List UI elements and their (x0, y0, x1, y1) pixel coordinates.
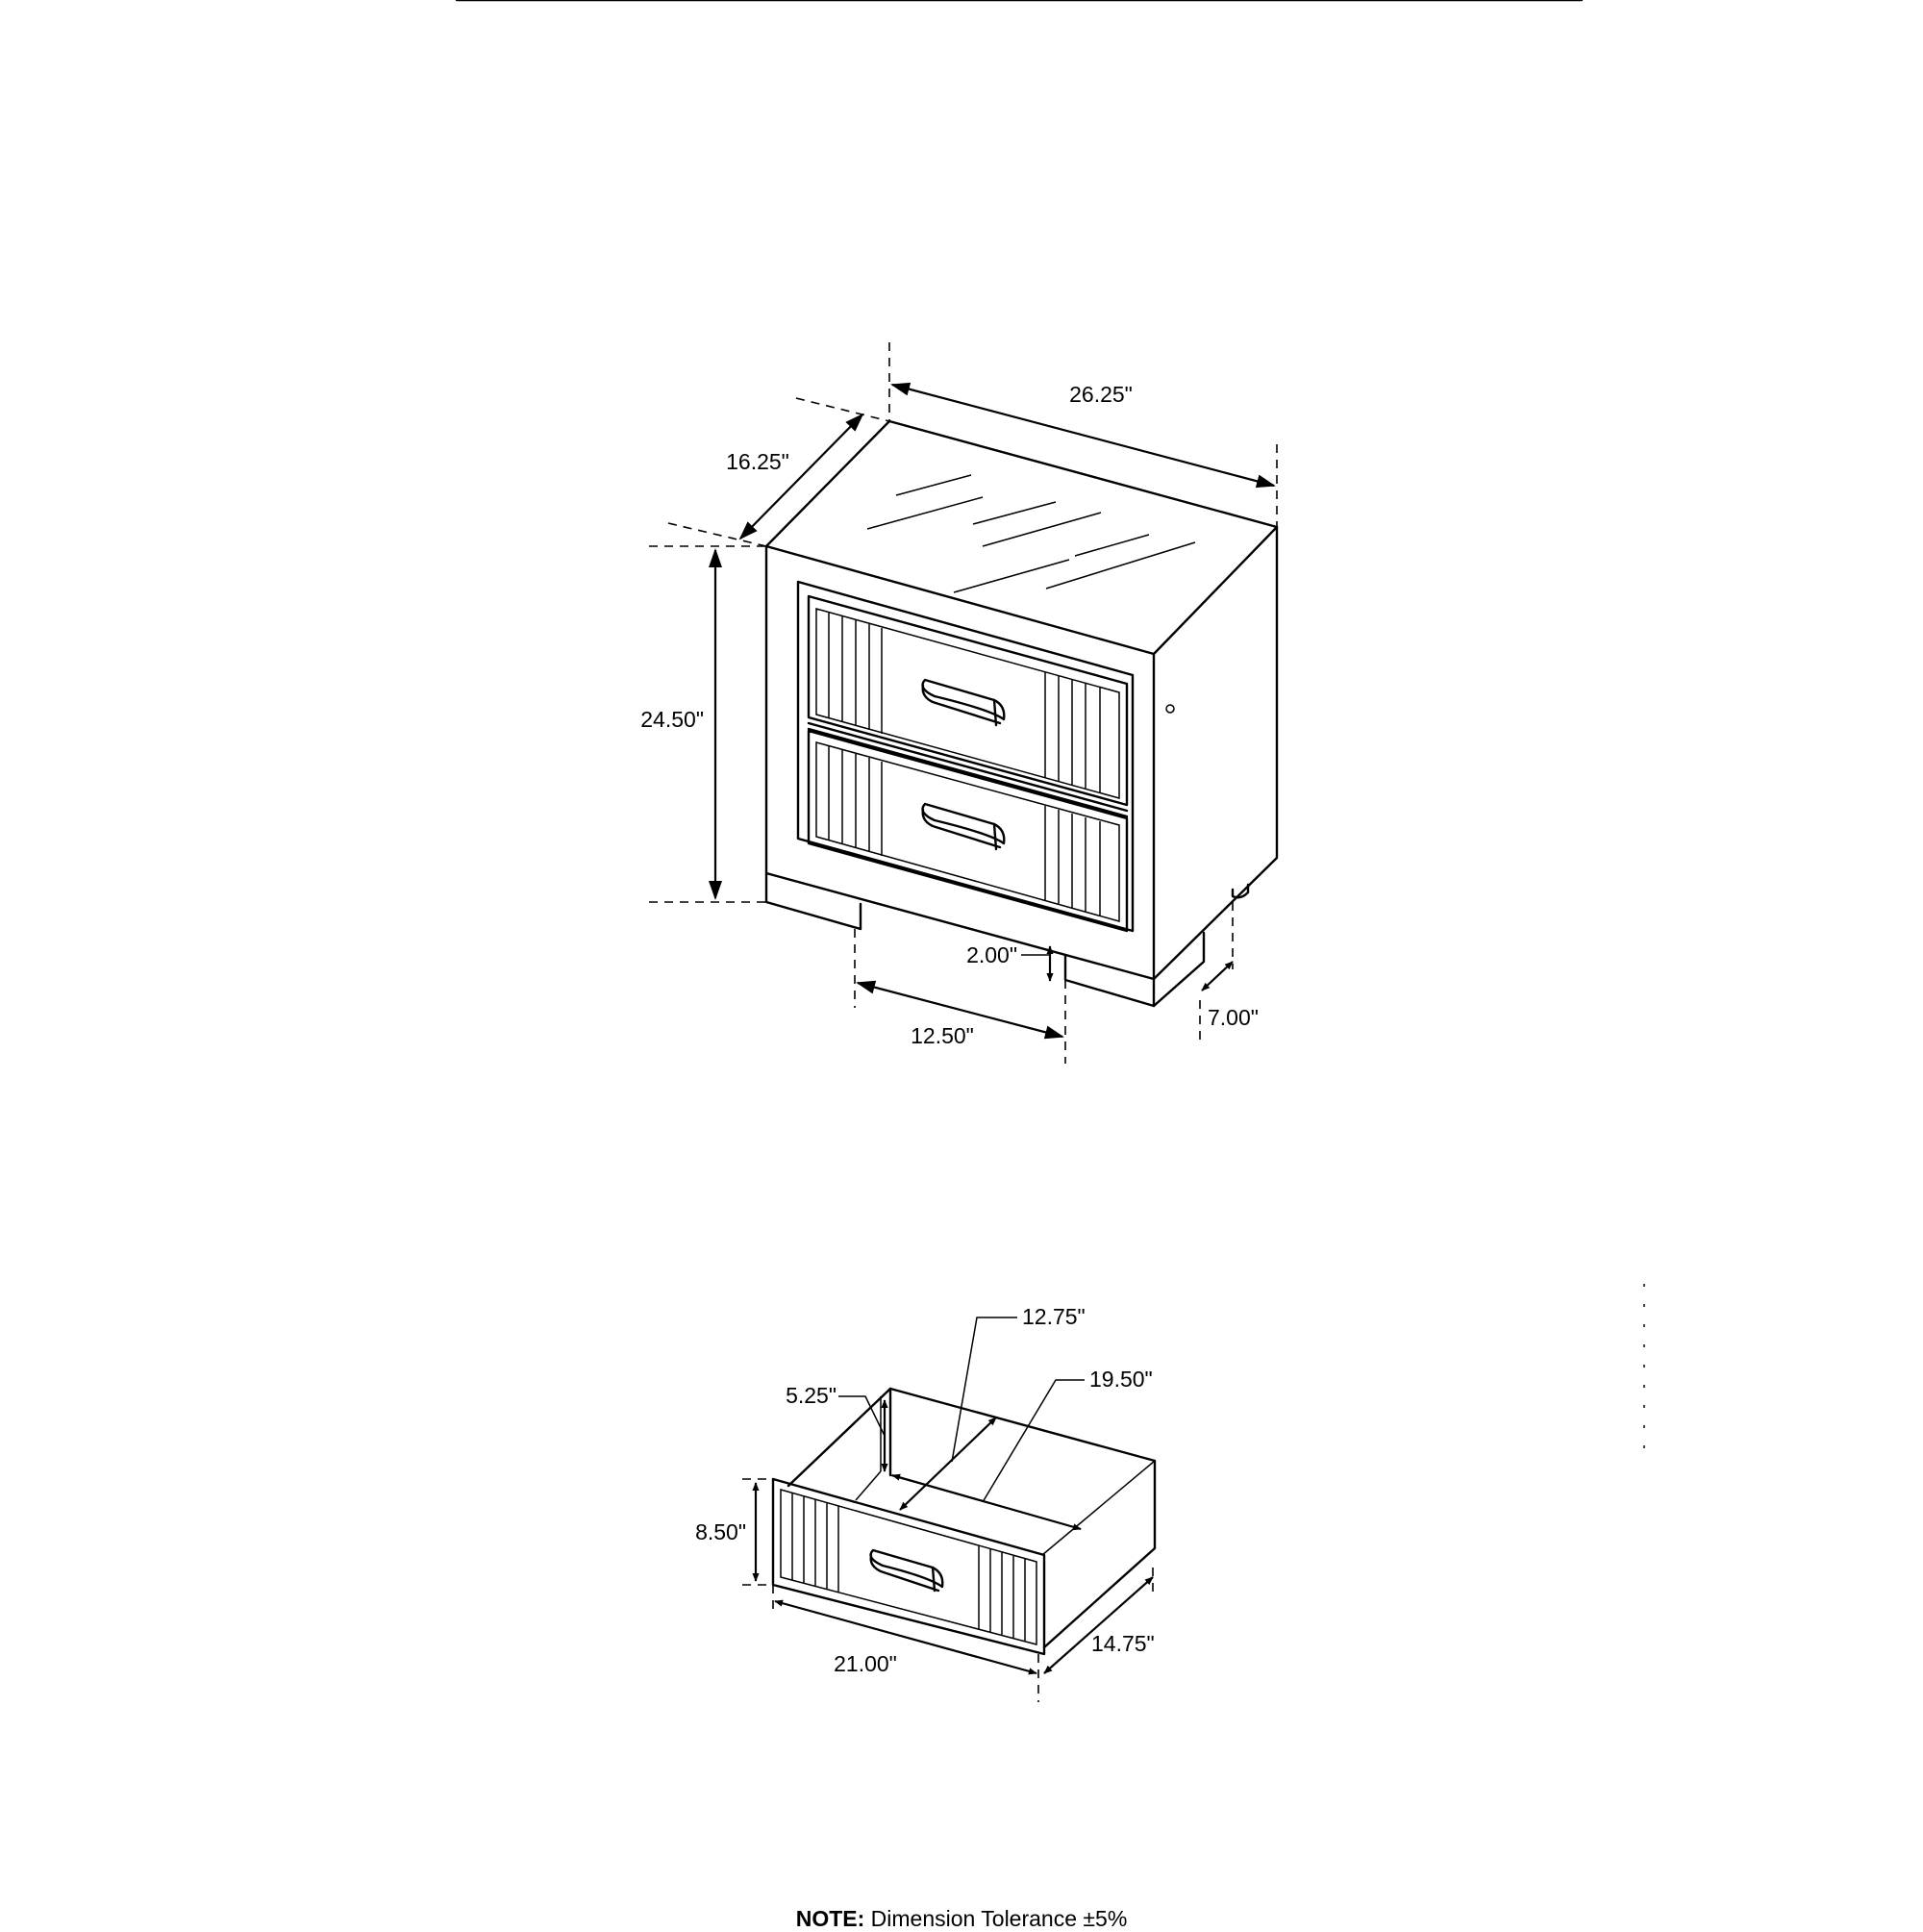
front-right-leg (1065, 955, 1154, 1006)
glass-reflections (867, 475, 1195, 592)
width-label: 26.25" (1069, 382, 1133, 407)
nightstand-drawing (640, 342, 1277, 1064)
leg-span-dimension (855, 929, 1065, 1064)
note-text: Dimension Tolerance ±5% (870, 1906, 1128, 1931)
inner-height-dimension (786, 1383, 885, 1471)
note-label: NOTE: (795, 1906, 865, 1931)
inner-width-label: 19.50" (1089, 1367, 1153, 1392)
depth-label: 16.25" (726, 449, 789, 474)
inner-height-label: 5.25" (786, 1383, 837, 1408)
inner-width-dimension (892, 1367, 1153, 1529)
depth-dimension (668, 398, 889, 546)
tolerance-note (0, 1906, 1923, 1932)
height-label: 24.50" (640, 707, 704, 732)
height-dimension (640, 546, 766, 902)
drawer-width-label: 21.00" (834, 1651, 897, 1676)
nightstand-side (1154, 527, 1277, 979)
drawer-depth-dimension (1044, 1568, 1155, 1673)
leg-depth-label: 7.00" (1208, 1005, 1259, 1030)
back-leg (1233, 885, 1248, 897)
front-height-dimension (695, 1479, 773, 1585)
front-left-leg (766, 873, 861, 929)
drawer-depth-label: 14.75" (1091, 1631, 1155, 1656)
leg-span-label: 12.50" (911, 1023, 974, 1048)
inner-depth-label: 12.75" (1022, 1304, 1086, 1329)
drawer-drawing (695, 1304, 1155, 1702)
inner-depth-dimension (900, 1304, 1086, 1510)
lower-drawer-pull-icon (923, 804, 1005, 843)
leg-depth-dimension (1200, 902, 1259, 1041)
drawer-front (773, 1479, 1044, 1654)
width-dimension (889, 342, 1277, 527)
leg-clearance-label: 2.00" (966, 942, 1017, 967)
front-height-label: 8.50" (695, 1519, 746, 1544)
drawer-box (788, 1389, 1155, 1647)
side-knob-icon (1166, 705, 1174, 713)
upper-drawer-pull-icon (923, 680, 1005, 719)
